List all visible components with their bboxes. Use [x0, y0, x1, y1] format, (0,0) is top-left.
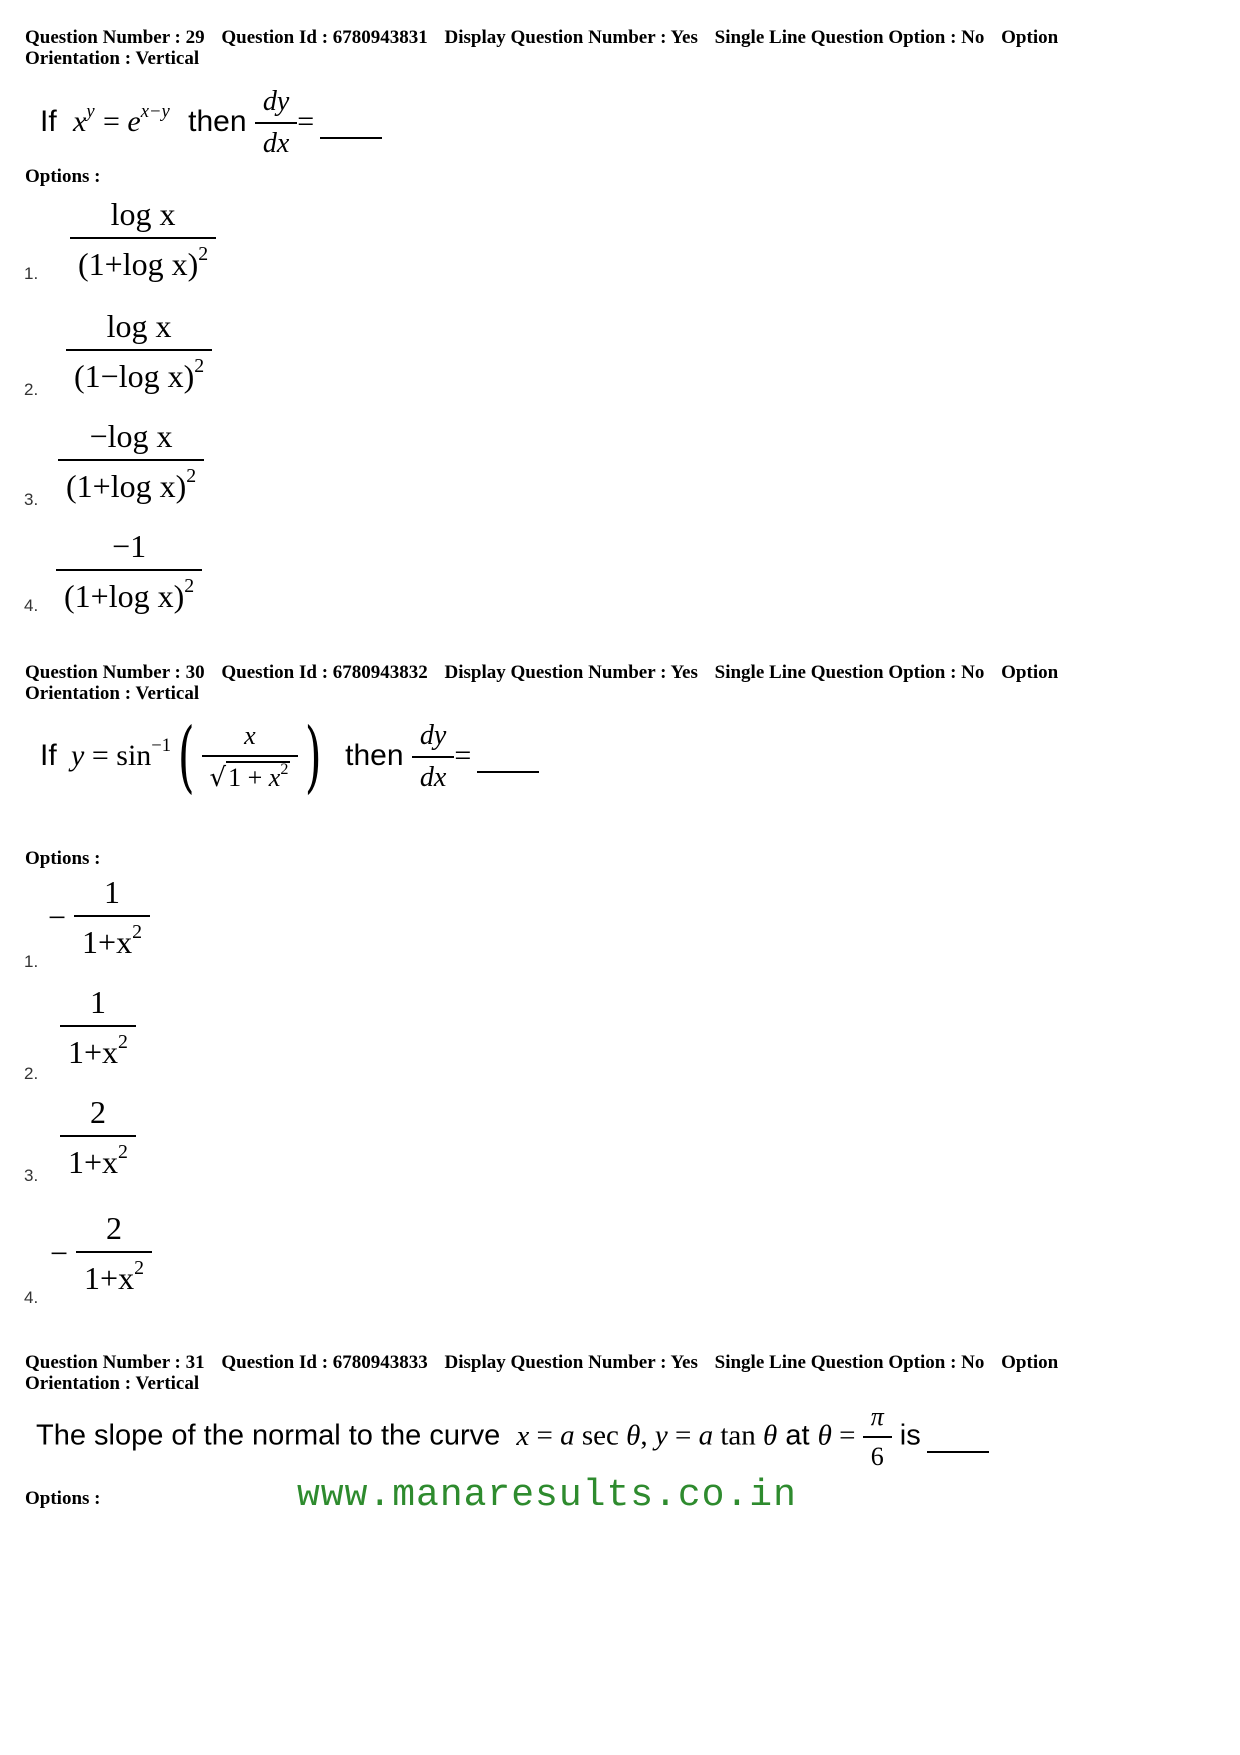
option-sign: −	[48, 898, 67, 935]
option-number: 3.	[24, 1166, 39, 1185]
option-number: 4.	[24, 596, 39, 615]
display-question-number: Display Question Number : Yes	[444, 662, 698, 683]
option-denominator: (1+log x)	[66, 467, 187, 504]
question-number: Question Number : 30	[25, 662, 205, 683]
option-denominator: (1−log x)	[74, 357, 195, 394]
option-29-3[interactable]: $\frac{\text{−log x}}{(1+\log x)^2}$	[58, 418, 204, 505]
watermark: www.manaresults.co.in	[297, 1474, 797, 1517]
option-number: 2.	[24, 1064, 39, 1083]
answer-blank	[477, 770, 539, 773]
option-numerator: −log x	[89, 418, 173, 454]
option-denominator: 1+x	[68, 1033, 119, 1070]
option-numerator: log x	[106, 308, 172, 344]
option-numerator: 1	[104, 874, 121, 910]
question-id: Question Id : 6780943832	[221, 662, 428, 683]
option-denominator: (1+log x)	[78, 245, 199, 282]
answer-blank	[927, 1450, 989, 1453]
option-30-1[interactable]: − $\frac{1}{1+x^2}$	[48, 874, 150, 961]
question-number: Question Number : 31	[25, 1352, 205, 1373]
question-header-31	[25, 1352, 1205, 1394]
option-30-4[interactable]: − $\frac{2}{1+x^2}$	[50, 1210, 152, 1297]
option-denominator: (1+log x)	[64, 577, 185, 614]
single-line-option: Single Line Question Option : No	[714, 27, 985, 48]
question-number: Question Number : 29	[25, 27, 205, 48]
option-number: 3.	[24, 490, 39, 509]
option-number: 4.	[24, 1288, 39, 1307]
word-is: is	[899, 1419, 921, 1452]
options-label-31: Options :	[25, 1488, 101, 1509]
question-text-30: If $y = \sin^{-1}$( $\frac{x}{√1 + x^2}$ ) then $\frac{dy}{dx}$ =	[40, 718, 539, 796]
option-29-2[interactable]: $\frac{\text{log x}}{(1-\log x)^2}$	[66, 308, 212, 395]
option-sign: −	[50, 1234, 69, 1271]
option-numerator: 2	[89, 1094, 106, 1130]
option-30-3[interactable]: $\frac{2}{1+x^2}$	[60, 1094, 136, 1181]
question-text-31: The slope of the normal to the curve x = a sec θ, y = a tan θ at θ = $\frac{\pi}{6}$ is	[36, 1402, 989, 1472]
question-id: Question Id : 6780943831	[221, 27, 428, 48]
option-numerator: log x	[110, 196, 176, 232]
equals-sign: =	[454, 738, 472, 772]
question-text-29: If $x^y = e^{x-y}$ then $\frac{dy}{dx}$ =	[40, 86, 382, 160]
option-30-2[interactable]: $\frac{1}{1+x^2}$	[60, 984, 136, 1071]
option-29-4[interactable]: $\frac{-1}{(1+\log x)^2}$	[56, 528, 202, 615]
option-29-1[interactable]: $\frac{\text{log x}}{(1+\log x)^2}$	[70, 196, 216, 283]
option-denominator: 1+x	[68, 1143, 119, 1180]
option-number: 2.	[24, 380, 39, 399]
options-label-30: Options :	[25, 848, 101, 869]
display-question-number: Display Question Number : Yes	[444, 27, 698, 48]
word-if: If	[40, 738, 57, 772]
display-question-number: Display Question Number : Yes	[444, 1352, 698, 1373]
derivative-fraction: $\frac{dy}{dx}$	[255, 86, 297, 160]
options-label-29: Options :	[25, 166, 101, 187]
option-orientation-b: Orientation : Vertical	[25, 683, 200, 704]
option-number: 1.	[24, 264, 39, 283]
answer-blank	[320, 136, 382, 139]
derivative-fraction: $\frac{dy}{dx}$	[412, 720, 454, 794]
option-numerator: −1	[112, 528, 147, 564]
equals-sign: =	[297, 104, 315, 138]
question-header-30	[25, 662, 1205, 704]
single-line-option: Single Line Question Option : No	[714, 1352, 985, 1373]
option-number: 1.	[24, 952, 39, 971]
option-denominator: 1+x	[84, 1259, 135, 1296]
option-orientation-b: Orientation : Vertical	[25, 48, 200, 69]
option-orientation-a: Option	[1001, 1352, 1059, 1373]
single-line-option: Single Line Question Option : No	[714, 662, 985, 683]
word-then: then	[345, 738, 404, 772]
question-id: Question Id : 6780943833	[221, 1352, 428, 1373]
word-then: then	[188, 104, 247, 138]
word-if: If	[40, 104, 57, 138]
option-orientation-b: Orientation : Vertical	[25, 1373, 200, 1394]
word-at: at	[785, 1419, 810, 1452]
option-denominator: 1+x	[82, 923, 133, 960]
option-orientation-a: Option	[1001, 27, 1059, 48]
option-numerator: 1	[89, 984, 106, 1020]
question-header-29	[25, 27, 1205, 69]
option-numerator: 2	[106, 1210, 123, 1246]
option-orientation-a: Option	[1001, 662, 1059, 683]
question-lead-text: The slope of the normal to the curve	[36, 1419, 501, 1452]
